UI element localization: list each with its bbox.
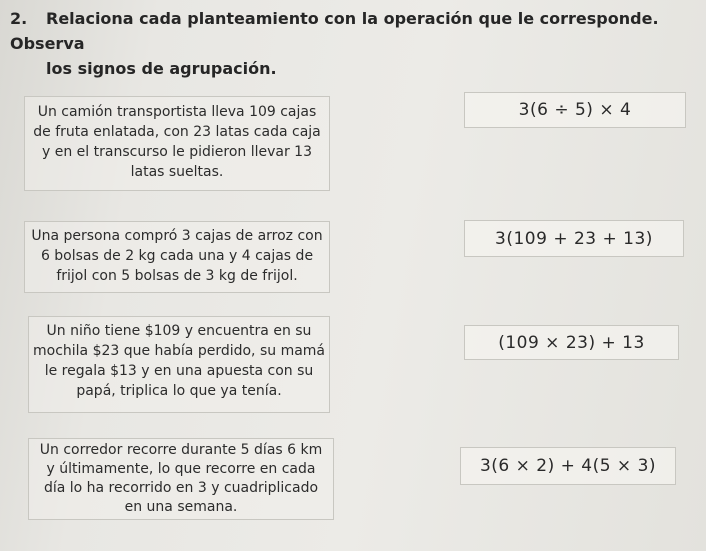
problem-1-line-1: Un camión transportista lleva 109 cajas — [37, 104, 317, 120]
problem-box-3 — [28, 316, 330, 413]
problem-3-line-1: Un niño tiene $109 y encuentra en su — [46, 323, 312, 339]
problem-1-line-2: de fruta enlatada, con 23 latas cada caja — [33, 124, 321, 140]
problem-4-line-1: Un corredor recorre durante 5 días 6 km — [39, 442, 323, 458]
problem-1-line-3: y en el transcurso le pidieron llevar 13 — [42, 144, 312, 160]
operation-box-1: 3(6 ÷ 5) × 4 — [464, 92, 686, 128]
problem-2-line-2: 6 bolsas de 2 kg cada una y 4 cajas de — [40, 248, 314, 264]
problem-3-line-4: papá, triplica lo que ya tenía. — [76, 383, 282, 399]
operation-box-2: 3(109 + 23 + 13) — [464, 220, 684, 257]
exercise-instruction — [10, 6, 700, 81]
problem-2-line-1: Una persona compró 3 cajas de arroz con — [31, 228, 323, 244]
problem-4-line-3: día lo ha recorrido en 3 y cuadriplicado — [43, 480, 319, 496]
problem-box-1 — [24, 96, 330, 191]
problem-2-line-3: frijol con 5 bolsas de 3 kg de frijol. — [56, 268, 298, 284]
operation-box-4: 3(6 × 2) + 4(5 × 3) — [460, 447, 676, 485]
problem-box-2 — [24, 221, 330, 293]
problem-1-line-4: latas sueltas. — [130, 164, 224, 180]
problem-4-line-2: y últimamente, lo que recorre en cada — [46, 461, 316, 477]
exercise-number: 2. — [10, 9, 28, 28]
operation-box-3: (109 × 23) + 13 — [464, 325, 679, 360]
problem-3-line-2: mochila $23 que había perdido, su mamá — [32, 343, 326, 359]
instruction-line-1: Relaciona cada planteamiento con la operación que le corresponde. Observa — [10, 9, 659, 53]
problem-box-4 — [28, 438, 334, 520]
instruction-line-2: los signos de agrupación. — [46, 59, 277, 78]
problem-3-line-3: le regala $13 y en una apuesta con su — [44, 363, 314, 379]
problem-4-line-4: en una semana. — [124, 499, 238, 515]
